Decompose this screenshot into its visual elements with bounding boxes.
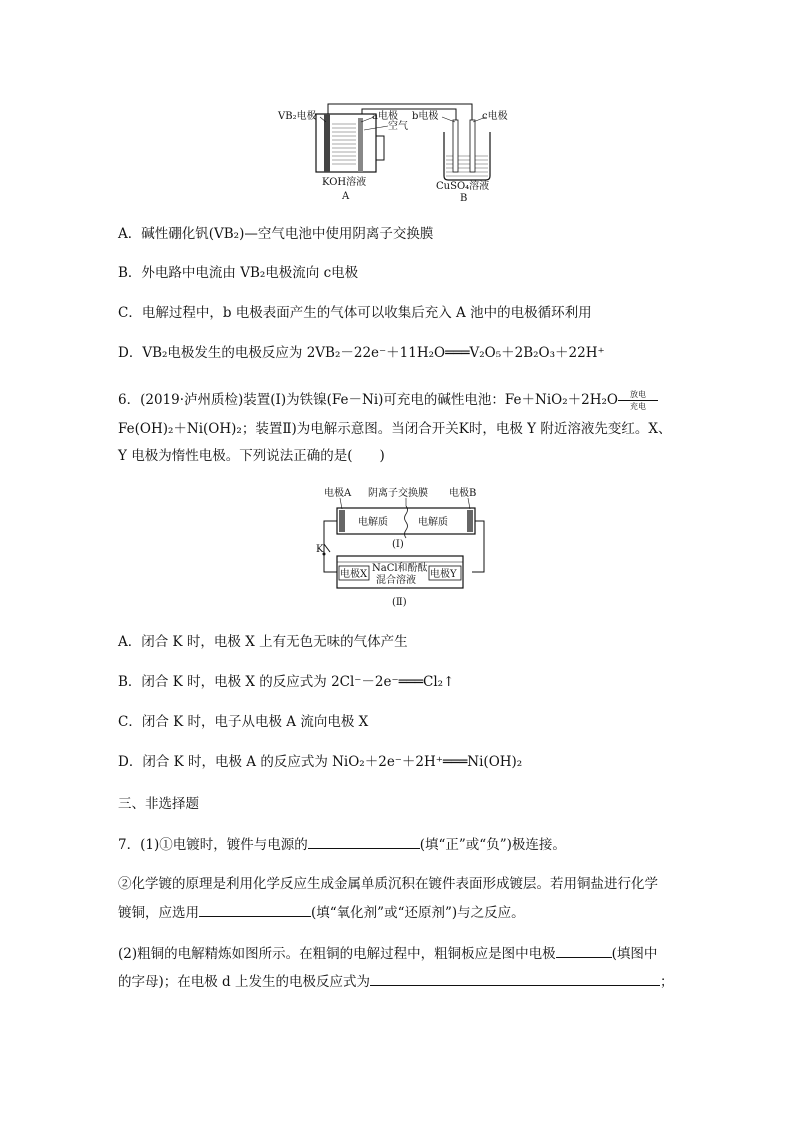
electrolyte-right-label: 电解质 bbox=[418, 517, 448, 528]
q7-part2-line1: ②化学镀的原理是利用化学反应生成金属单质沉积在镀件表面形成镀层。若用铜盐进行化学 bbox=[118, 876, 658, 892]
q6-stem-line3: Y 电极为惰性电极。下列说法正确的是( ) bbox=[118, 448, 385, 464]
q7-part3-line1 bbox=[118, 943, 657, 964]
switch-k-label: K bbox=[316, 544, 324, 555]
q7-p2-text-pre: 镀铜，应选用 bbox=[118, 905, 199, 921]
q6-option-c: C．闭合 K 时，电子从电极 A 流向电极 X bbox=[118, 714, 369, 730]
q7-part1 bbox=[118, 834, 566, 855]
q6-option-d: D．闭合 K 时，电极 A 的反应式为 NiO₂＋2e⁻＋2H⁺═══Ni(OH)₂ bbox=[118, 754, 523, 770]
answer-blank-4[interactable] bbox=[370, 971, 660, 986]
solution-label-2: 混合溶液 bbox=[376, 575, 416, 586]
arrow-line bbox=[618, 400, 658, 401]
arrow-bottom-label: 充电 bbox=[630, 402, 646, 411]
cell-a-tag: A bbox=[342, 191, 350, 202]
figure-battery-electrolysis bbox=[276, 100, 516, 205]
q6-option-a: A．闭合 K 时，电极 X 上有无色无味的气体产生 bbox=[118, 634, 408, 650]
q7-p1-text-pre: 7．(1)①电镀时，镀件与电源的 bbox=[118, 837, 308, 853]
electrolyte-left-label: 电解质 bbox=[358, 517, 388, 528]
electrode-b-label: 电极B bbox=[449, 488, 477, 499]
q7-part2-line2 bbox=[118, 902, 525, 923]
figure-fe-ni-battery bbox=[312, 482, 492, 612]
q5-option-a: A．碱性硼化钒(VB₂)—空气电池中使用阴离子交换膜 bbox=[118, 226, 434, 242]
q6-option-b: B．闭合 K 时，电极 X 的反应式为 2Cl⁻－2e⁻═══Cl₂↑ bbox=[118, 674, 455, 690]
b-electrode-label: b电极 bbox=[412, 111, 439, 122]
reversible-arrow bbox=[618, 390, 658, 411]
q7-p3-text-post: (填图中 bbox=[611, 946, 658, 962]
q7-part3-line2 bbox=[118, 971, 674, 992]
c-electrode-label: c电极 bbox=[482, 111, 508, 122]
q5-option-d: D．VB₂电极发生的电极反应为 2VB₂－22e⁻＋11H₂O═══V₂O₅＋2B₂O₃＋22H⁺ bbox=[118, 345, 605, 361]
air-label: 空气 bbox=[388, 121, 408, 132]
q6-stem-line1 bbox=[118, 390, 658, 411]
answer-blank-1[interactable] bbox=[308, 834, 420, 849]
answer-blank-3[interactable] bbox=[556, 943, 612, 958]
electrode-a-label: 电极A bbox=[324, 488, 352, 499]
q7-p3-text-pre: (2)粗铜的电解精炼如图所示。在粗铜的电解过程中，粗铜板应是图中电极 bbox=[118, 946, 556, 962]
device-ii-tag: (Ⅱ) bbox=[392, 597, 407, 608]
membrane-label: 阴离子交换膜 bbox=[368, 488, 428, 499]
q5-option-c: C．电解过程中，b 电极表面产生的气体可以收集后充入 A 池中的电极循环利用 bbox=[118, 305, 592, 321]
vb2-electrode-label: VB₂电极 bbox=[278, 111, 317, 122]
cuso4-solution-label: CuSO₄溶液 bbox=[436, 181, 490, 192]
cell-b-tag: B bbox=[460, 193, 468, 204]
device-i-tag: (Ⅰ) bbox=[392, 539, 404, 550]
koh-solution-label: KOH溶液 bbox=[322, 177, 367, 188]
q6-stem-line2: Fe(OH)₂＋Ni(OH)₂；装置Ⅱ)为电解示意图。当闭合开关K时，电极 Y 附近溶液先变红。X、 bbox=[118, 421, 672, 437]
electrode-y-label: 电极Y bbox=[430, 569, 457, 580]
q7-p4-text-pre: 的字母)；在电极 d 上发生的电极反应式为 bbox=[118, 974, 370, 990]
a-electrode-label: a电极 bbox=[372, 111, 398, 122]
answer-blank-2[interactable] bbox=[199, 902, 311, 917]
q7-p2-text-post: (填“氧化剂”或“还原剂”)与之反应。 bbox=[311, 905, 525, 921]
q7-p4-text-post: ； bbox=[660, 974, 674, 990]
q7-p1-text-post: (填“正”或“负”)极连接。 bbox=[419, 837, 566, 853]
q5-option-b: B．外电路中电流由 VB₂电极流向 c电极 bbox=[118, 265, 359, 281]
q6-stem-text1: 6．(2019·泸州质检)装置(Ⅰ)为铁镍(Fe－Ni)可充电的碱性电池：Fe＋NiO₂＋2H₂O bbox=[118, 392, 618, 408]
electrode-x-label: 电极X bbox=[340, 569, 368, 580]
section-heading: 三、非选择题 bbox=[118, 796, 199, 812]
arrow-top-label: 放电 bbox=[630, 390, 646, 399]
solution-label-1: NaCl和酚酞 bbox=[372, 563, 428, 574]
